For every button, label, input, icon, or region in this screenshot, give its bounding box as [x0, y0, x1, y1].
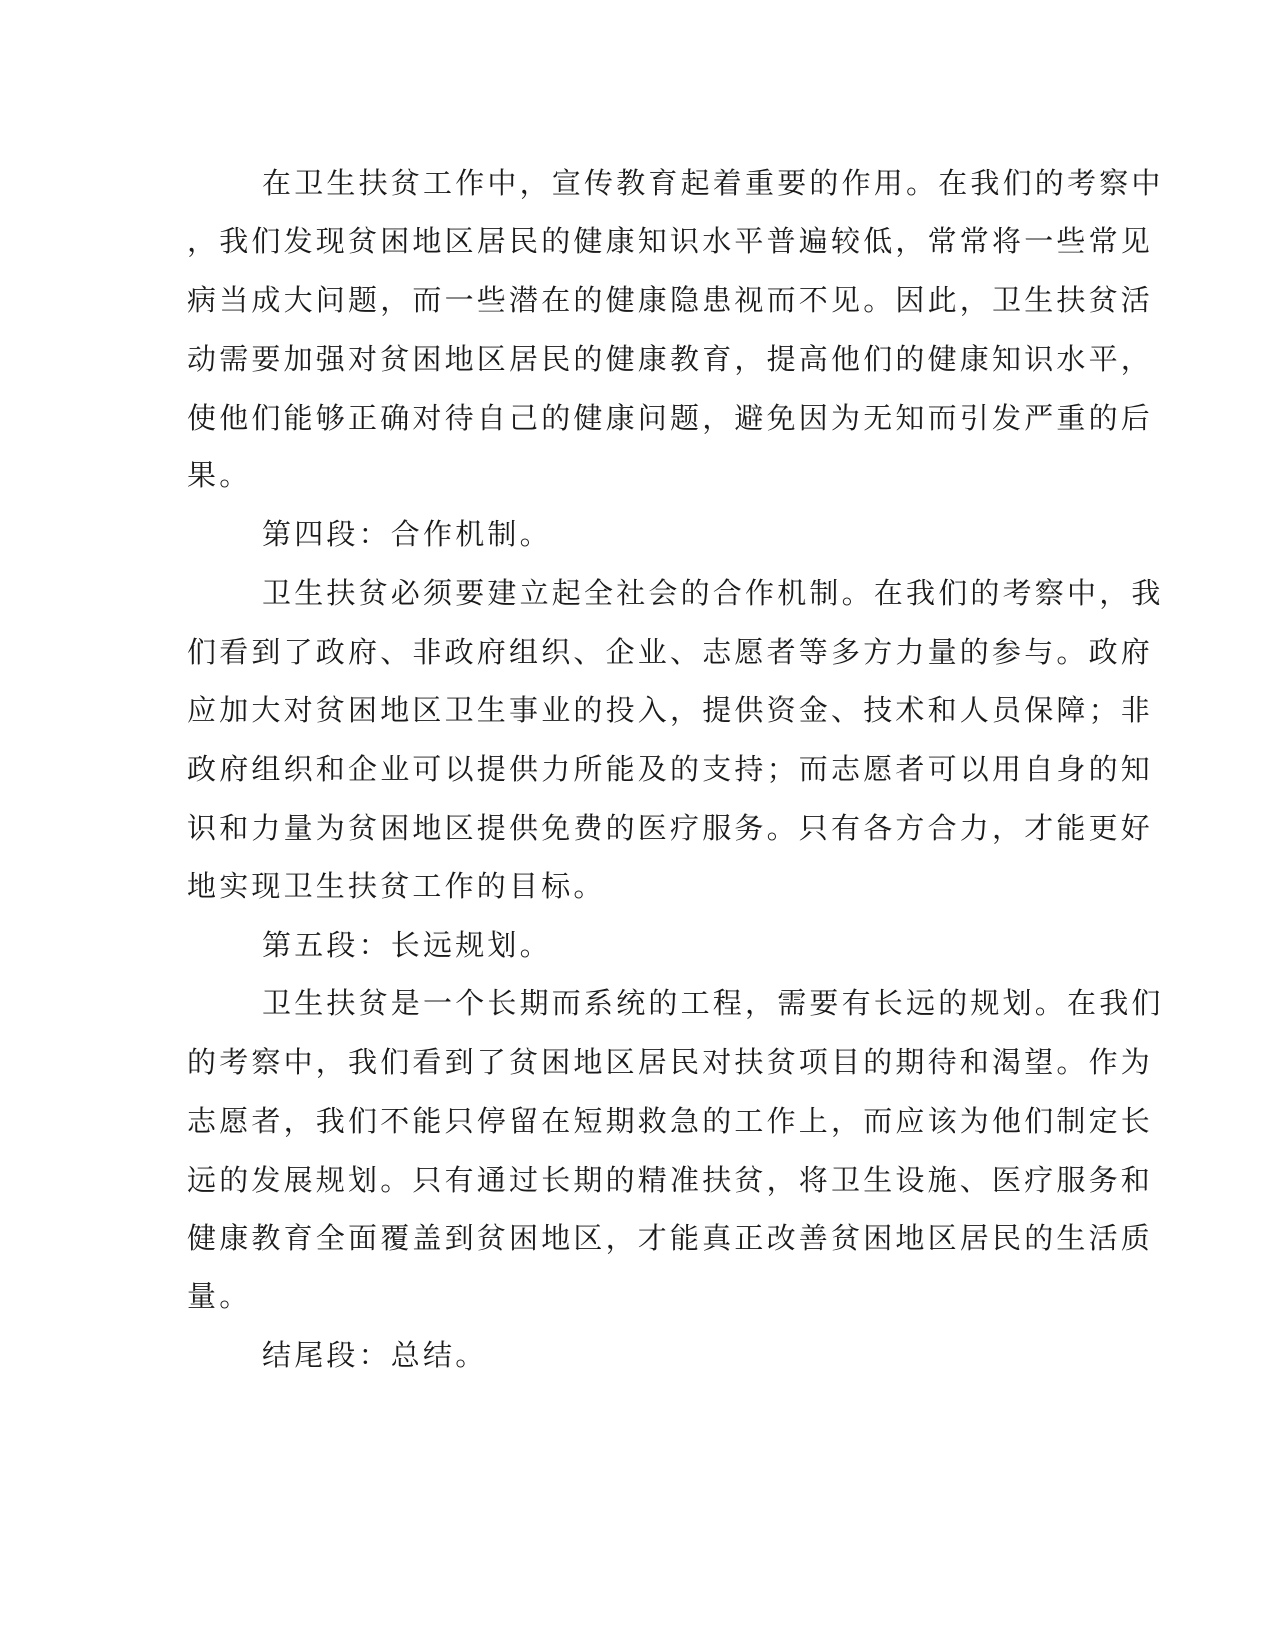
section-heading: 结尾段：总结。: [262, 1338, 488, 1372]
section-heading: 第四段：合作机制。: [262, 517, 552, 551]
paragraph-line: 动需要加强对贫困地区居民的健康教育，提高他们的健康知识水平，: [187, 342, 1154, 376]
paragraph-line: 政府组织和企业可以提供力所能及的支持；而志愿者可以用自身的知: [187, 752, 1154, 786]
paragraph-line: 健康教育全面覆盖到贫困地区，才能真正改善贫困地区居民的生活质: [187, 1221, 1154, 1255]
paragraph-line: 地实现卫生扶贫工作的目标。: [187, 869, 606, 903]
paragraph-line: 卫生扶贫必须要建立起全社会的合作机制。在我们的考察中，我: [262, 576, 1164, 610]
paragraph-line: 识和力量为贫困地区提供免费的医疗服务。只有各方合力，才能更好: [187, 811, 1154, 845]
paragraph-line: 在卫生扶贫工作中，宣传教育起着重要的作用。在我们的考察中: [262, 166, 1164, 200]
paragraph-line: 卫生扶贫是一个长期而系统的工程，需要有长远的规划。在我们: [262, 986, 1164, 1020]
paragraph-line: 的考察中，我们看到了贫困地区居民对扶贫项目的期待和渴望。作为: [187, 1045, 1154, 1079]
paragraph-line: 志愿者，我们不能只停留在短期救急的工作上，而应该为他们制定长: [187, 1104, 1154, 1138]
paragraph-line: 使他们能够正确对待自己的健康问题，避免因为无知而引发严重的后: [187, 401, 1154, 435]
paragraph-line: 应加大对贫困地区卫生事业的投入，提供资金、技术和人员保障；非: [187, 693, 1154, 727]
paragraph-line: ，我们发现贫困地区居民的健康知识水平普遍较低，常常将一些常见: [187, 224, 1154, 258]
section-heading: 第五段：长远规划。: [262, 928, 552, 962]
paragraph-line: 量。: [187, 1279, 252, 1313]
paragraph-line: 果。: [187, 458, 252, 492]
paragraph-line: 病当成大问题，而一些潜在的健康隐患视而不见。因此，卫生扶贫活: [187, 283, 1154, 317]
paragraph-line: 们看到了政府、非政府组织、企业、志愿者等多方力量的参与。政府: [187, 635, 1154, 669]
paragraph-line: 远的发展规划。只有通过长期的精准扶贫，将卫生设施、医疗服务和: [187, 1163, 1154, 1197]
